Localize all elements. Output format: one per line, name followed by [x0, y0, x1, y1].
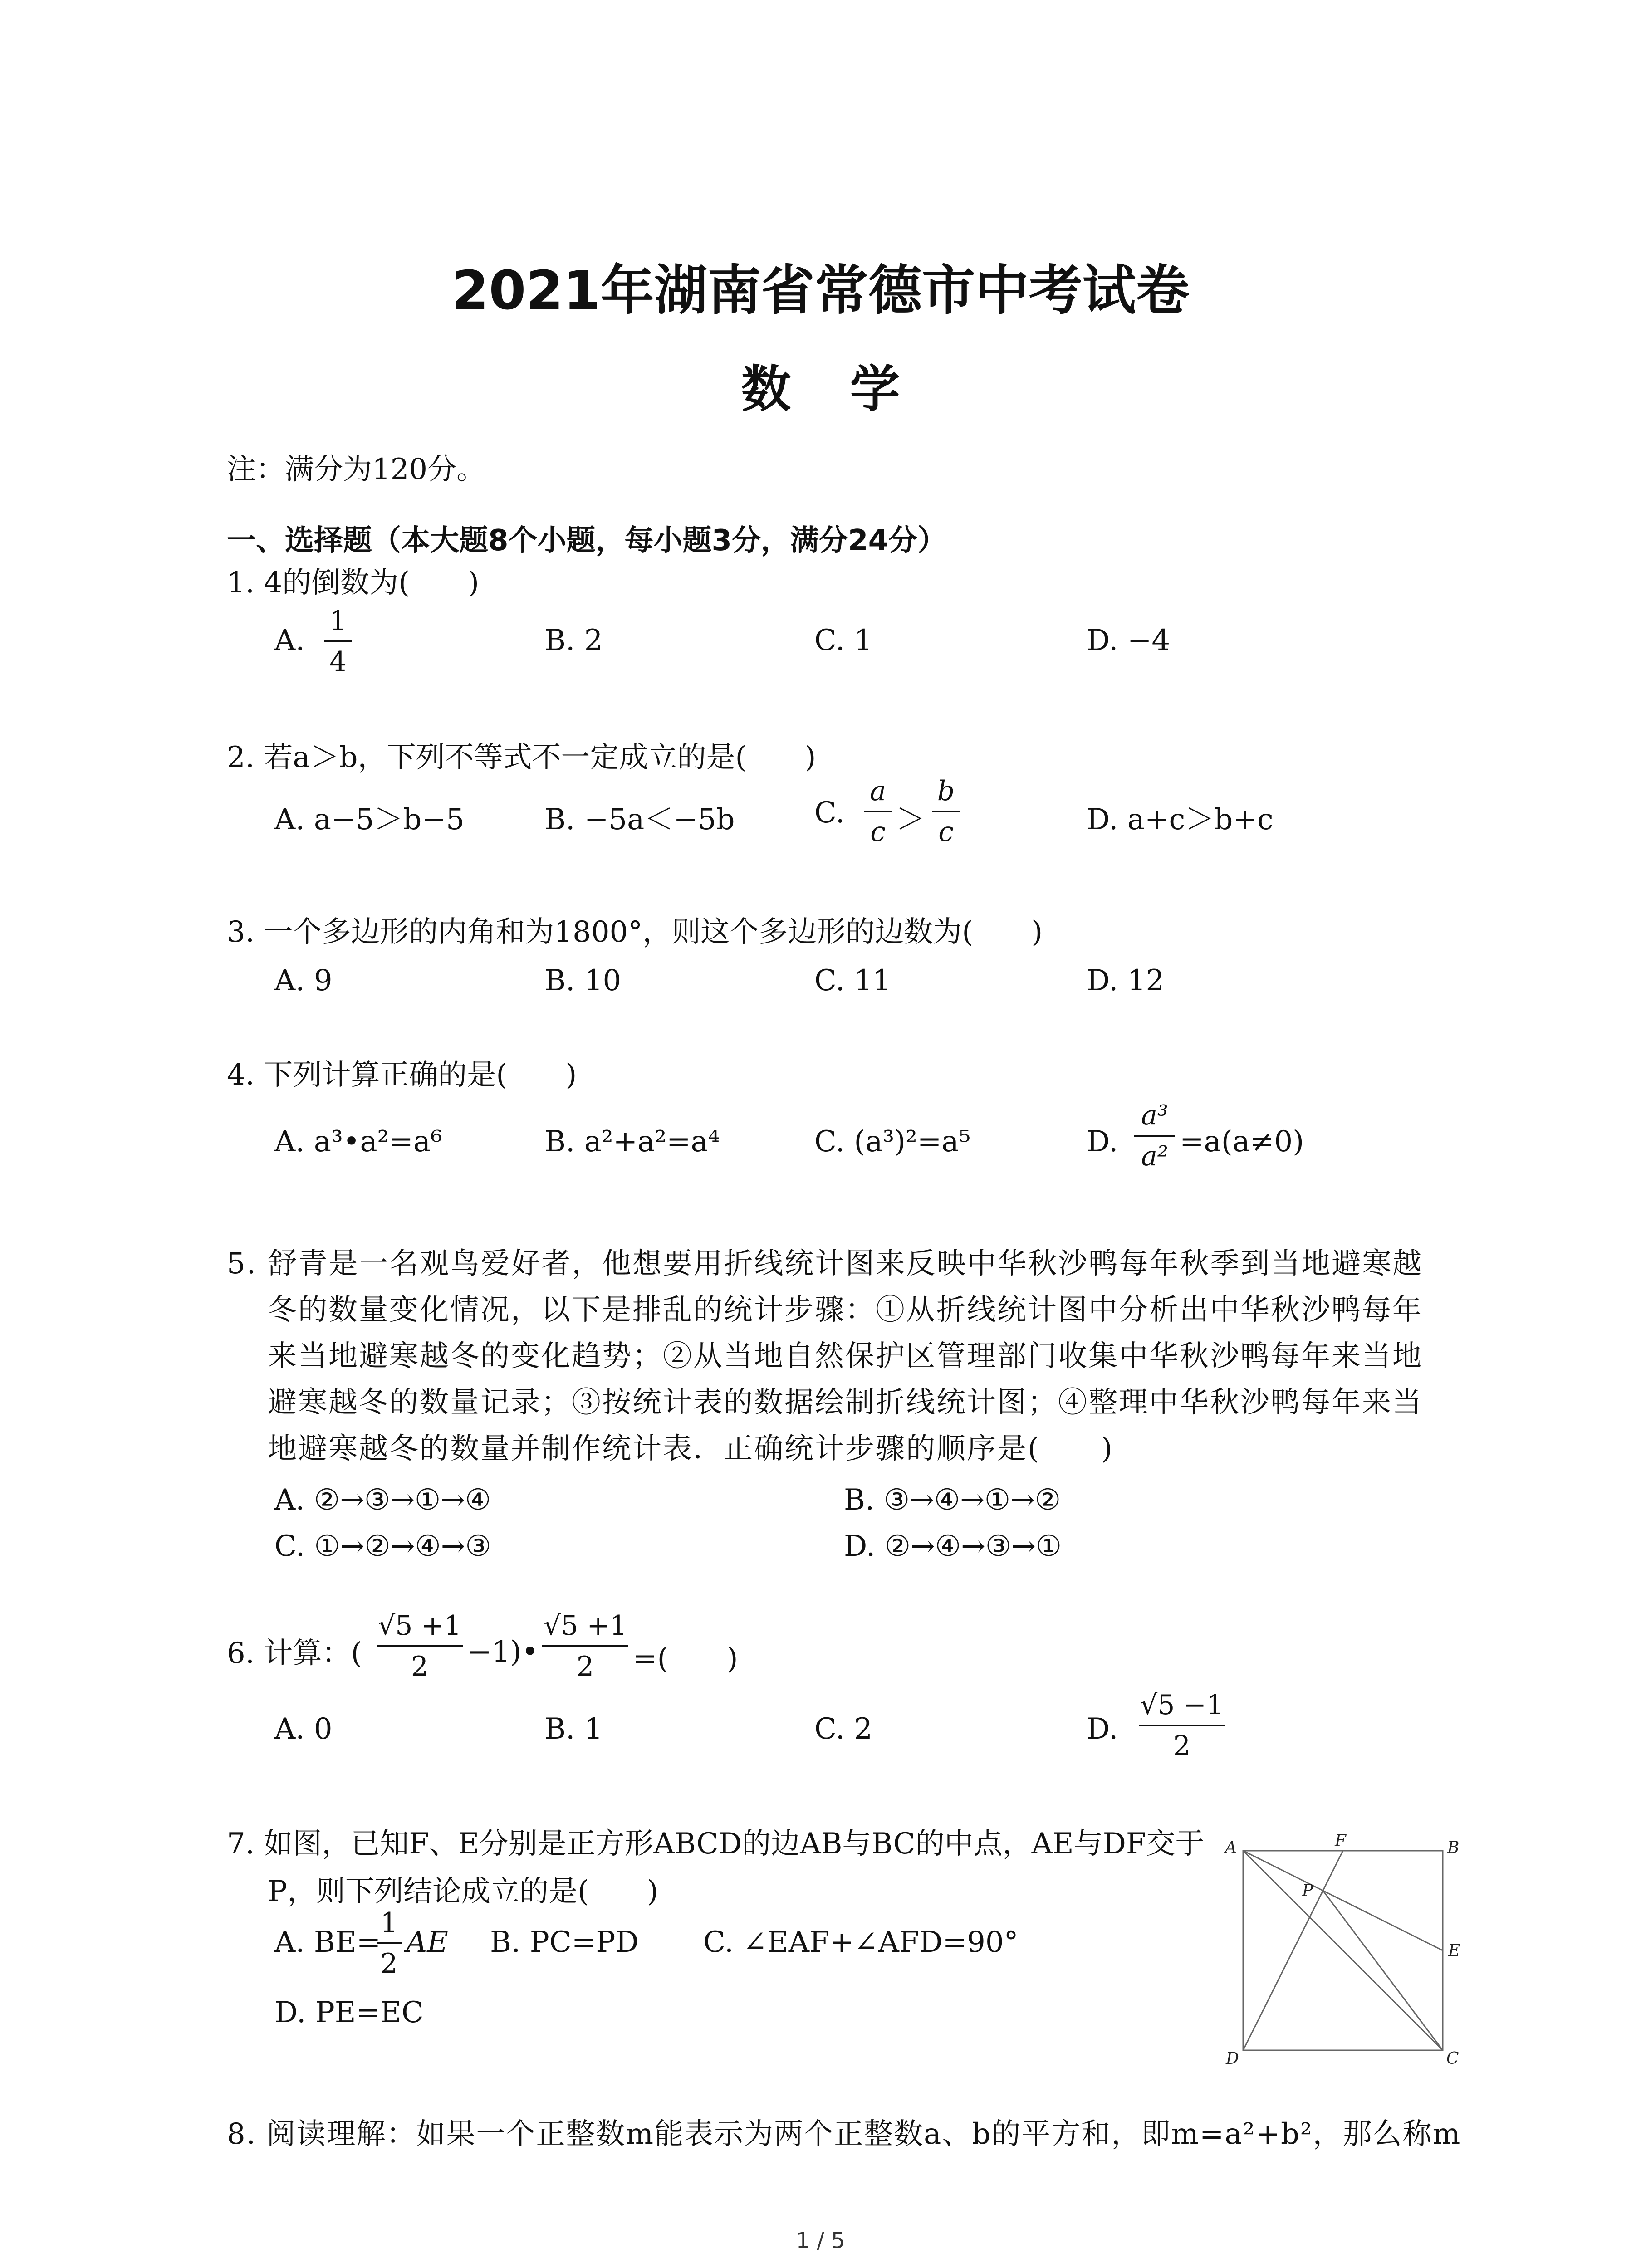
denominator: 4 [329, 646, 347, 678]
q7-option-a-suffix: AE [406, 1926, 448, 1959]
fraction-bar [377, 1645, 463, 1647]
denominator: a² [1141, 1140, 1168, 1172]
question-4-stem: 4. 下列计算正确的是( ) [227, 1058, 577, 1092]
q6-end: =( ) [633, 1642, 738, 1676]
q1-option-a-fraction [324, 603, 352, 679]
q7-option-c: C. ∠EAF+∠AFD=90° [703, 1926, 1019, 1959]
label-f: F [1335, 1833, 1346, 1850]
q1-option-b: B. 2 [544, 624, 603, 657]
section-heading: 一、选择题（本大题8个小题，每小题3分，满分24分） [227, 524, 947, 557]
numerator: √5 +1 [544, 1610, 627, 1642]
q6-fraction-1 [377, 1608, 463, 1684]
label-a: A [1225, 1838, 1237, 1857]
question-1-stem: 1. 4的倒数为( ) [227, 566, 480, 600]
q8-line-1: 8. 阅读理解：如果一个正整数m能表示为两个正整数a、b的平方和，即m=a²+b²，那么称m [227, 2117, 1461, 2151]
numerator: √5 −1 [1140, 1689, 1224, 1721]
q2-option-c-fraction-2 [932, 773, 960, 850]
q5-option-b: B. ③→④→①→② [844, 1483, 1061, 1517]
q5-option-a: A. ②→③→①→④ [274, 1483, 491, 1517]
segment-ae [1243, 1851, 1443, 1950]
fraction-bar [324, 640, 352, 642]
q4-option-a: A. a³•a²=a⁶ [274, 1125, 442, 1158]
square-figure [1216, 1833, 1470, 2068]
subject-title: 数学 [741, 360, 959, 418]
q2-option-d: D. a+c＞b+c [1087, 803, 1274, 836]
denominator: c [870, 816, 886, 848]
page-title: 2021年湖南省常德市中考试卷 [451, 259, 1190, 322]
q2-option-c-gt: ＞ [896, 803, 925, 836]
q5-option-d: D. ②→④→③→① [844, 1530, 1062, 1563]
q1-option-a-label: A. [274, 624, 305, 657]
fraction-bar [1134, 1135, 1175, 1137]
question-5-stem [227, 1241, 1452, 1472]
q6-option-c: C. 2 [814, 1712, 873, 1746]
numerator: √5 +1 [378, 1610, 461, 1642]
q6-fraction-2 [542, 1608, 628, 1684]
q5-line-4: 避寒越冬的数量记录；③按统计表的数据绘制折线统计图；④整理中华秋沙鸭每年来当 [268, 1386, 1423, 1419]
q6-middle: −1)• [467, 1635, 539, 1669]
q5-line-1: 5. 舒青是一名观鸟爱好者，他想要用折线统计图来反映中华秋沙鸭每年秋季到当地避寒越 [227, 1247, 1423, 1281]
denominator: 2 [380, 1948, 398, 1980]
q3-option-b: B. 10 [544, 964, 622, 997]
segment-df [1243, 1851, 1343, 2050]
label-p: P [1302, 1882, 1313, 1900]
q2-option-a: A. a−5＞b−5 [274, 803, 465, 836]
q4-option-c: C. (a³)²=a⁵ [814, 1125, 971, 1158]
q4-option-d-rest: =a(a≠0) [1180, 1125, 1304, 1158]
q7-line-2: P，则下列结论成立的是( ) [268, 1875, 658, 1908]
fraction-bar [1139, 1725, 1225, 1726]
q7-line-1: 7. 如图，已知F、E分别是正方形ABCD的边AB与BC的中点，AE与DF交于 [227, 1827, 1205, 1861]
q5-option-c: C. ①→②→④→③ [274, 1530, 491, 1563]
fraction-bar [864, 811, 892, 812]
denominator: 2 [1173, 1730, 1191, 1762]
q7-option-d: D. PE=EC [274, 1996, 424, 2029]
numerator: a [870, 775, 886, 807]
q5-line-5: 地避寒越冬的数量并制作统计表．正确统计步骤的顺序是( ) [268, 1432, 1114, 1466]
denominator: 2 [411, 1651, 429, 1682]
q2-option-c-fraction-1 [864, 773, 892, 850]
q7-option-a-fraction [377, 1905, 402, 1981]
score-note: 注：满分为120分。 [227, 453, 486, 486]
q4-option-b: B. a²+a²=a⁴ [544, 1125, 720, 1158]
denominator: c [938, 816, 954, 848]
q4-option-d-fraction [1134, 1098, 1175, 1174]
q3-option-d: D. 12 [1087, 964, 1165, 997]
question-6-stem-prefix: 6. 计算：( [227, 1637, 362, 1670]
label-c: C [1446, 2049, 1459, 2068]
q7-option-a-prefix: A. BE= [274, 1926, 381, 1959]
denominator: 2 [576, 1651, 594, 1682]
q3-option-c: C. 11 [814, 964, 891, 997]
numerator: a³ [1141, 1100, 1168, 1131]
label-e: E [1448, 1941, 1460, 1960]
segment-ac [1243, 1851, 1443, 2050]
q1-option-d: D. −4 [1087, 624, 1171, 657]
q5-line-2: 冬的数量变化情况，以下是排乱的统计步骤：①从折线统计图中分析出中华秋沙鸭每年 [268, 1293, 1423, 1327]
fraction-bar [542, 1645, 628, 1647]
q6-option-d-fraction [1139, 1687, 1225, 1764]
numerator: b [937, 775, 955, 807]
q3-option-a: A. 9 [274, 964, 333, 997]
page-number: 1 / 5 [796, 2228, 845, 2253]
fraction-bar [377, 1942, 402, 1944]
question-3-stem: 3. 一个多边形的内角和为1800°，则这个多边形的边数为( ) [227, 915, 1043, 949]
numerator: 1 [380, 1907, 398, 1939]
q5-line-3: 来当地避寒越冬的变化趋势；②从当地自然保护区管理部门收集中华秋沙鸭每年来当地 [268, 1339, 1423, 1373]
numerator: 1 [329, 605, 347, 637]
q4-option-d-label: D. [1087, 1125, 1118, 1158]
q1-option-c: C. 1 [814, 624, 873, 657]
label-b: B [1447, 1838, 1460, 1857]
label-d: D [1226, 2049, 1239, 2068]
question-2-stem: 2. 若a＞b，下列不等式不一定成立的是( ) [227, 741, 816, 774]
q2-option-b: B. −5a＜−5b [544, 803, 735, 836]
q7-option-b: B. PC=PD [490, 1926, 639, 1959]
segment-pc [1323, 1891, 1443, 2050]
fraction-bar [932, 811, 960, 812]
q2-option-c-label: C. [814, 796, 845, 830]
q6-option-a: A. 0 [274, 1712, 333, 1746]
q6-option-d-label: D. [1087, 1712, 1118, 1746]
q6-option-b: B. 1 [544, 1712, 603, 1746]
